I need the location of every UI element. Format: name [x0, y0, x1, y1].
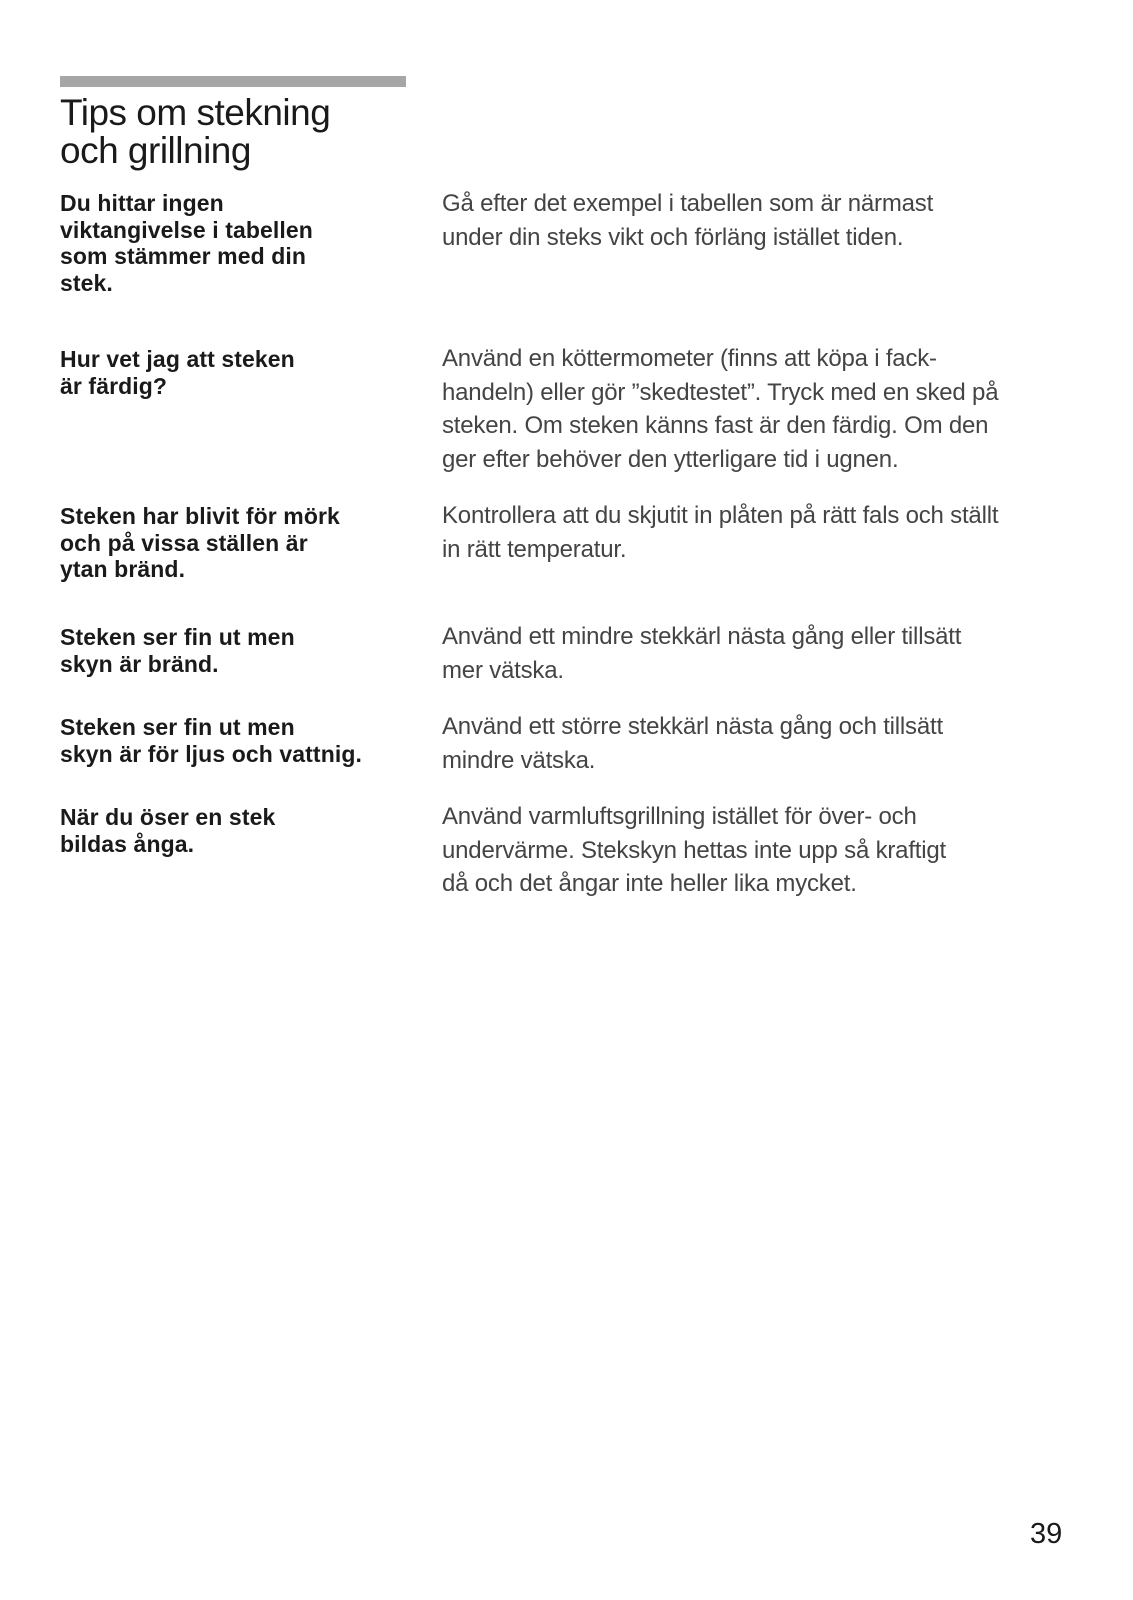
- answer-line: steken. Om steken känns fast är den färdig. Om den: [442, 412, 989, 439]
- answer-line: Kontrollera att du skjutit in plåten på rätt fals och ställt: [442, 502, 999, 529]
- tip-question: [60, 624, 410, 677]
- answer-line: Använd varmluftsgrillning istället för över- och: [442, 803, 917, 830]
- question-line: och på vissa ställen är: [60, 529, 308, 556]
- answer-line: in rätt temperatur.: [442, 535, 627, 563]
- page-title: [60, 94, 460, 170]
- answer-line: Använd ett mindre stekkärl nästa gång eller tillsätt: [442, 623, 962, 650]
- question-line: Du hittar ingen: [60, 190, 224, 216]
- question-line: ytan bränd.: [60, 556, 186, 582]
- page-number: 39: [1030, 1518, 1063, 1550]
- page-title-line-2: och grillning: [60, 130, 251, 171]
- answer-line: undervärme. Stekskyn hettas inte upp så kraftigt: [442, 836, 946, 864]
- question-line: bildas ånga.: [60, 830, 195, 857]
- question-line: viktangivelse i tabellen: [60, 216, 313, 243]
- answer-line: mindre vätska.: [442, 746, 596, 774]
- answer-line: handeln) eller gör ”skedtestet”. Tryck med en sked på: [442, 378, 999, 406]
- tip-answer: [442, 710, 1082, 777]
- tip-question: [60, 346, 410, 399]
- answer-line: mer vätska.: [442, 656, 564, 684]
- tip-answer: [442, 800, 1082, 901]
- question-line: skyn är för ljus och vattnig.: [60, 740, 362, 767]
- question-line: är färdig?: [60, 372, 168, 399]
- question-line: stek.: [60, 269, 113, 296]
- question-line: som stämmer med din: [60, 243, 307, 269]
- tip-answer: [442, 342, 1082, 476]
- answer-line: Använd ett större stekkärl nästa gång och tillsätt: [442, 713, 943, 740]
- answer-line: ger efter behöver den ytterligare tid i ugnen.: [442, 445, 899, 473]
- tip-answer: [442, 499, 1082, 566]
- question-line: Steken ser fin ut men: [60, 714, 295, 740]
- answer-line: Gå efter det exempel i tabellen som är närmast: [442, 190, 934, 217]
- tip-question: [60, 804, 410, 857]
- question-line: skyn är bränd.: [60, 650, 219, 677]
- answer-line: Använd en köttermometer (finns att köpa i fack-: [442, 345, 937, 372]
- question-line: Steken ser fin ut men: [60, 624, 295, 650]
- answer-line: då och det ångar inte heller lika mycket.: [442, 870, 857, 897]
- question-line: Hur vet jag att steken: [60, 346, 295, 372]
- tip-question: [60, 503, 410, 583]
- tip-answer: [442, 620, 1082, 687]
- tip-answer: [442, 187, 1082, 254]
- question-line: När du öser en stek: [60, 804, 276, 830]
- question-line: Steken har blivit för mörk: [60, 503, 340, 529]
- answer-line: under din steks vikt och förläng istället tiden.: [442, 223, 904, 251]
- section-rule: [60, 76, 406, 87]
- page-title-line-1: Tips om stekning: [60, 92, 331, 133]
- tip-question: [60, 714, 410, 767]
- tip-question: [60, 190, 410, 296]
